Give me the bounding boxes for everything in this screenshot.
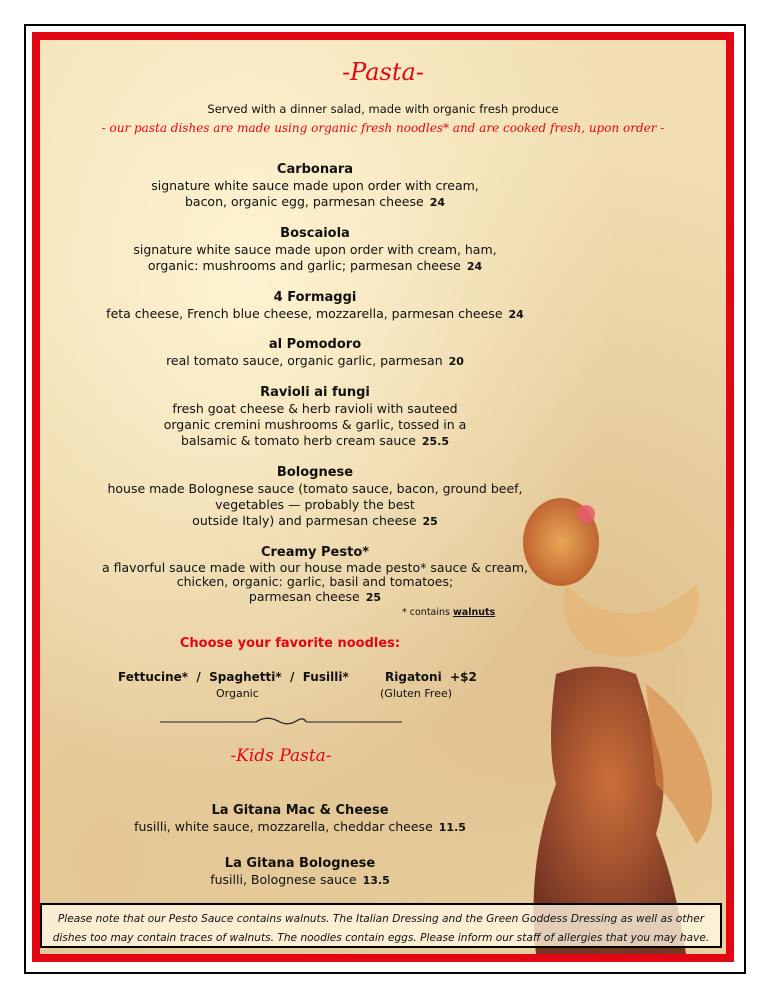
item-price: 24 xyxy=(429,196,446,209)
menu-item xyxy=(60,336,570,370)
item-desc: house made Bolognese sauce (tomato sauce, bacon, ground beef, xyxy=(107,481,523,496)
menu-item xyxy=(40,544,590,606)
item-desc: signature white sauce made upon order with cream, xyxy=(151,178,479,193)
pasta-subtitle: Served with a dinner salad, made with organic fresh produce xyxy=(207,102,559,116)
item-name: Creamy Pesto* xyxy=(260,545,370,560)
menu-item xyxy=(60,161,570,211)
item-desc: feta cheese, French blue cheese, mozzarella, parmesan cheese xyxy=(106,306,503,321)
item-name: Ravioli ai fungi xyxy=(260,385,370,400)
menu-item xyxy=(40,289,590,323)
item-desc: outside Italy) and parmesan cheese xyxy=(192,513,417,528)
item-price: 25 xyxy=(422,515,438,528)
item-desc: real tomato sauce, organic garlic, parmesan xyxy=(166,353,443,368)
menu-item xyxy=(60,384,570,450)
item-name: Bolognese xyxy=(276,465,354,480)
organic-label: Organic xyxy=(216,687,259,700)
item-price: 25 xyxy=(365,591,382,604)
item-name: La Gitana Bolognese xyxy=(224,856,376,871)
noodles-heading: Choose your favorite noodles: xyxy=(179,636,401,651)
item-desc: vegetables — probably the best xyxy=(215,497,415,512)
gluten-free-noodles: Rigatoni +$2 xyxy=(385,670,477,684)
pasta-title: -Pasta- xyxy=(342,58,424,86)
item-desc: organic: mushrooms and garlic; parmesan cheese xyxy=(147,258,461,273)
item-desc: organic cremini mushrooms & garlic, tossed in a xyxy=(163,417,467,432)
item-desc: signature white sauce made upon order with cream, ham, xyxy=(133,242,497,257)
kids-title: -Kids Pasta- xyxy=(230,746,332,766)
menu-item xyxy=(40,802,560,836)
item-desc: balsamic & tomato herb cream sauce xyxy=(180,433,416,448)
walnut-note-word: walnuts xyxy=(453,607,496,618)
item-desc: fusilli, white sauce, mozzarella, cheddar cheese xyxy=(134,819,433,834)
item-price: 20 xyxy=(448,355,464,368)
item-name: al Pomodoro xyxy=(268,337,362,352)
menu-item xyxy=(60,225,570,275)
item-name: La Gitana Mac & Cheese xyxy=(211,803,389,818)
item-desc: a flavorful sauce made with our house made pesto* sauce & cream, xyxy=(102,560,528,575)
item-desc: parmesan cheese xyxy=(248,589,360,604)
item-price: 24 xyxy=(508,308,524,321)
menu-item xyxy=(40,855,560,889)
item-price: 13.5 xyxy=(362,874,390,887)
item-name: 4 Formaggi xyxy=(273,290,357,305)
gluten-free-label: (Gluten Free) xyxy=(380,687,453,700)
allergy-notice xyxy=(40,903,722,948)
allergy-notice-line-1: Please note that our Pesto Sauce contains walnuts. The Italian Dressing and the Green Goddess Dressing as well as other xyxy=(57,913,705,925)
item-desc: bacon, organic egg, parmesan cheese xyxy=(184,194,424,209)
item-price: 24 xyxy=(466,260,483,273)
walnut-note-prefix: * contains xyxy=(402,607,454,618)
item-name: Boscaiola xyxy=(280,226,350,241)
item-desc: chicken, organic: garlic, basil and tomatoes; xyxy=(176,574,454,589)
organic-noodles: Fettucine* / Spaghetti* / Fusilli* xyxy=(118,670,349,684)
menu-item xyxy=(50,464,580,530)
item-name: Carbonara xyxy=(276,162,354,177)
menu-page xyxy=(40,40,726,954)
item-desc: fusilli, Bolognese sauce xyxy=(210,872,357,887)
item-price: 25.5 xyxy=(421,435,450,448)
allergy-notice-line-2: dishes too may contain traces of walnuts. The noodles contain eggs. Please inform our staff of allergies that you may have. xyxy=(52,932,710,944)
flourish-divider xyxy=(160,714,402,728)
item-price: 11.5 xyxy=(438,821,466,834)
walnut-note xyxy=(402,607,495,618)
item-desc: fresh goat cheese & herb ravioli with sauteed xyxy=(172,401,458,416)
pasta-note: - our pasta dishes are made using organic fresh noodles* and are cooked fresh, upon order - xyxy=(101,121,665,135)
